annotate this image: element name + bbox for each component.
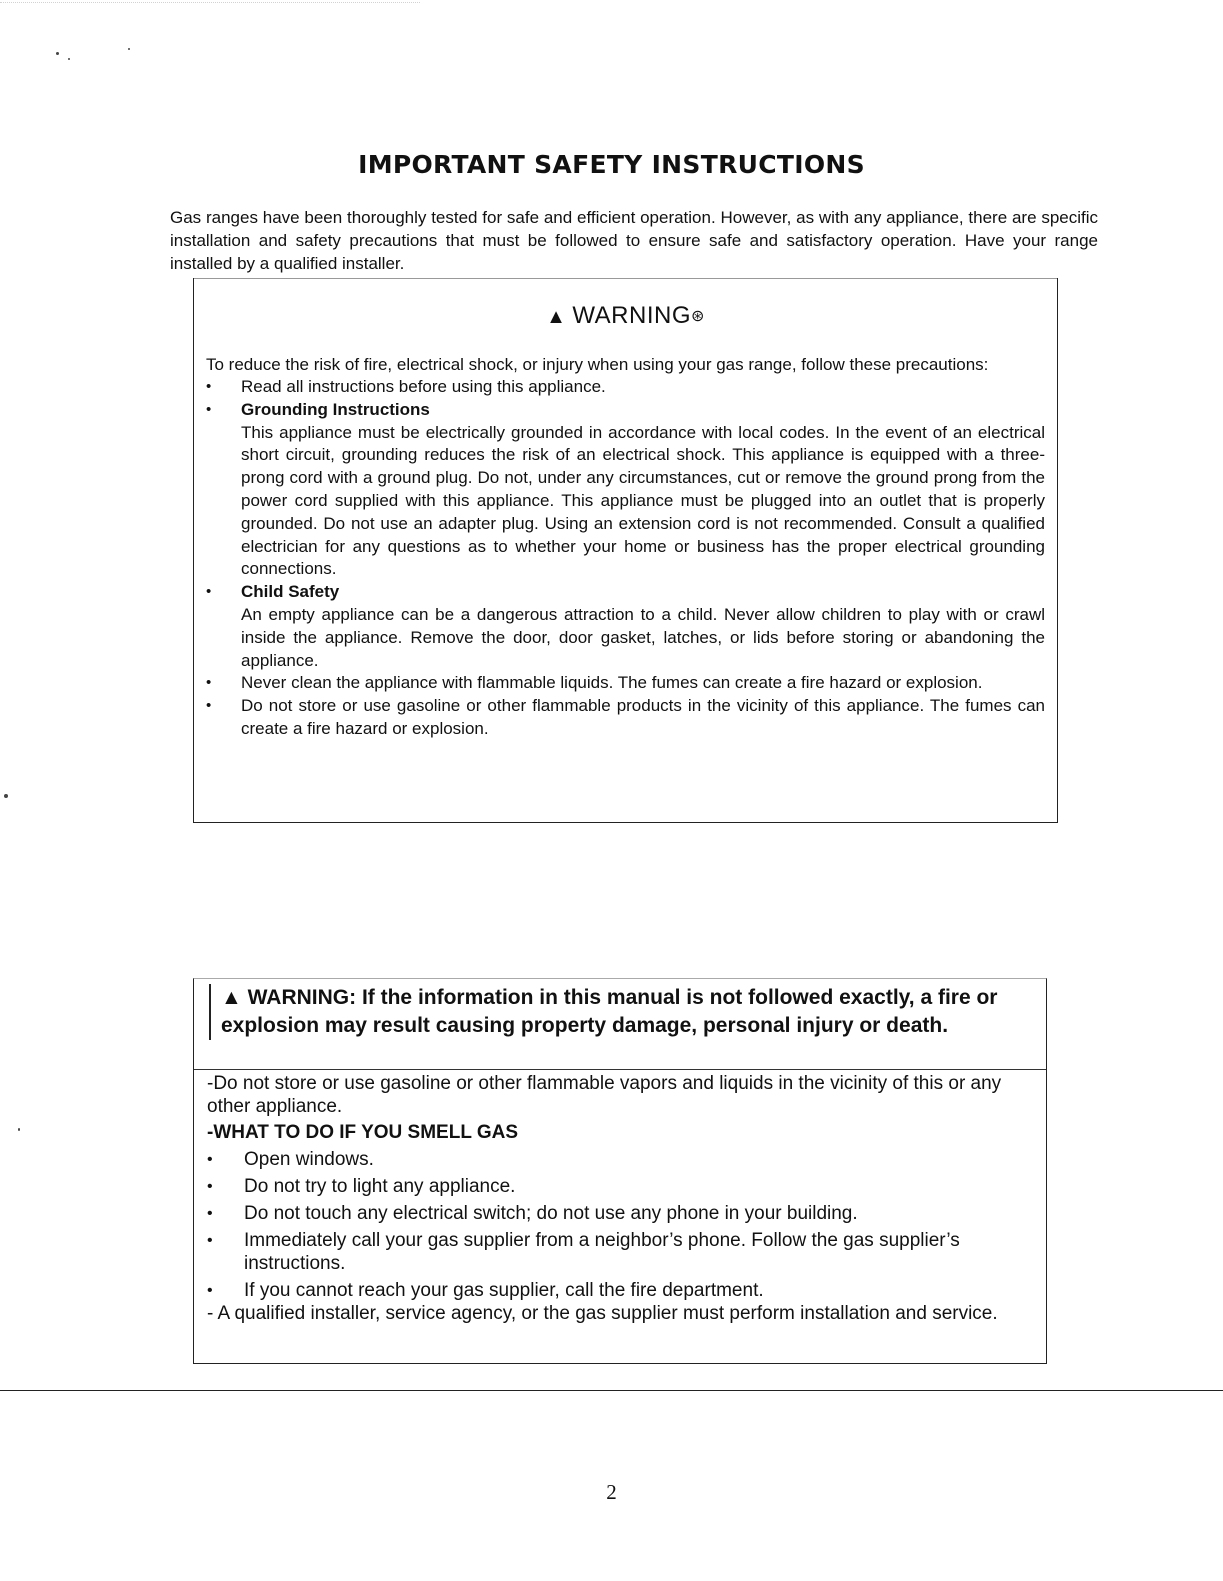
scan-artifact (0, 2, 420, 11)
scan-speck (18, 1128, 20, 1131)
list-item-text: Do not store or use gasoline or other flammable products in the vicinity of this appliance. The fumes can create a fire hazard or explosion. (241, 696, 1045, 738)
precautions-list (206, 376, 1045, 741)
list-item-text: Read all instructions before using this appliance. (241, 377, 606, 396)
box-top-rule (194, 278, 1057, 279)
page-number: 2 (606, 1480, 617, 1504)
grounding-text: This appliance must be electrically grounded in accordance with local codes. In the event of an electrical short circuit, grounding reduces the risk of an electrical shock. This appliance is equipped with a three-prong cord with a ground plug. Do not, under any circumstances, cut or remove the ground prong from the power cord supplied with this appliance. This appliance must be plugged into an outlet that is properly grounded. Do not use an adapter plug. Using an extension cord is not recommended. Consult a qualified electrician for any questions as to whether your home or business has the proper electrical grounding connections. (241, 422, 1045, 579)
list-item (206, 399, 1045, 581)
gas-warning-line: -Do not store or use gasoline or other flammable vapors and liquids in the vicinity of this or any other appliance. (207, 1073, 1002, 1117)
gas-warning-heading-text: WARNING: If the information in this manual is not followed exactly, a fire or explosion may result causing property damage, personal injury or death. (221, 986, 998, 1037)
smell-gas-heading: -WHAT TO DO IF YOU SMELL GAS (207, 1122, 519, 1143)
child-safety-title: • Child Safety (241, 582, 340, 602)
gas-warning-footer: - A qualified installer, service agency, or the gas supplier must perform installation and service. (207, 1303, 998, 1324)
child-safety-text: An empty appliance can be a dangerous attraction to a child. Never allow children to play with or crawl inside the appliance. Remove the door, door gasket, latches, or lids before storing or abandoning the appliance. (241, 604, 1045, 670)
warning-triangle-icon: ▲ (221, 986, 248, 1009)
gas-warning-box (193, 978, 1047, 1364)
list-item: • If you cannot reach your gas supplier, call the fire department. (207, 1279, 1037, 1302)
scan-speck (128, 48, 130, 50)
scan-speck (68, 58, 70, 60)
circle-mark-icon: ⊛ (691, 308, 705, 325)
list-item-text: Never clean the appliance with flammable liquids. The fumes can create a fire hazard or explosion. (241, 673, 983, 693)
smell-gas-steps (207, 1148, 1037, 1302)
gas-warning-body (207, 1072, 1037, 1325)
warning-triangle-icon: ▲ (546, 306, 567, 328)
list-item (206, 672, 1045, 695)
list-item: • Immediately call your gas supplier from a neighbor’s phone. Follow the gas supplier’s instructions. (207, 1229, 1037, 1275)
list-item: • Do not touch any electrical switch; do not use any phone in your building. (207, 1202, 1037, 1225)
list-item (206, 695, 1045, 741)
grounding-title: • Grounding Instructions (241, 399, 430, 419)
warning-intro: To reduce the risk of fire, electrical shock, or injury when using your gas range, follow these precautions: (206, 355, 989, 374)
warning-box (193, 278, 1058, 823)
list-item: • Open windows. (207, 1148, 1037, 1171)
list-item (206, 376, 1045, 399)
bottom-rule (0, 1390, 1223, 1391)
warning-heading (206, 302, 1045, 330)
scan-speck (4, 794, 8, 798)
gas-warning-heading (209, 984, 1039, 1040)
warning-heading-text: WARNING (572, 302, 691, 329)
list-item (206, 581, 1045, 672)
page-title: IMPORTANT SAFETY INSTRUCTIONS (358, 150, 865, 179)
list-item: • Do not try to light any appliance. (207, 1175, 1037, 1198)
heading-rule (194, 1069, 1046, 1070)
scan-speck (56, 52, 59, 55)
intro-paragraph: Gas ranges have been thoroughly tested for safe and efficient operation. However, as with any appliance, there are specific installation and safety precautions that must be followed to ensure safe and satisfactory operation. Have your range installed by a qualified installer. (170, 208, 1098, 273)
